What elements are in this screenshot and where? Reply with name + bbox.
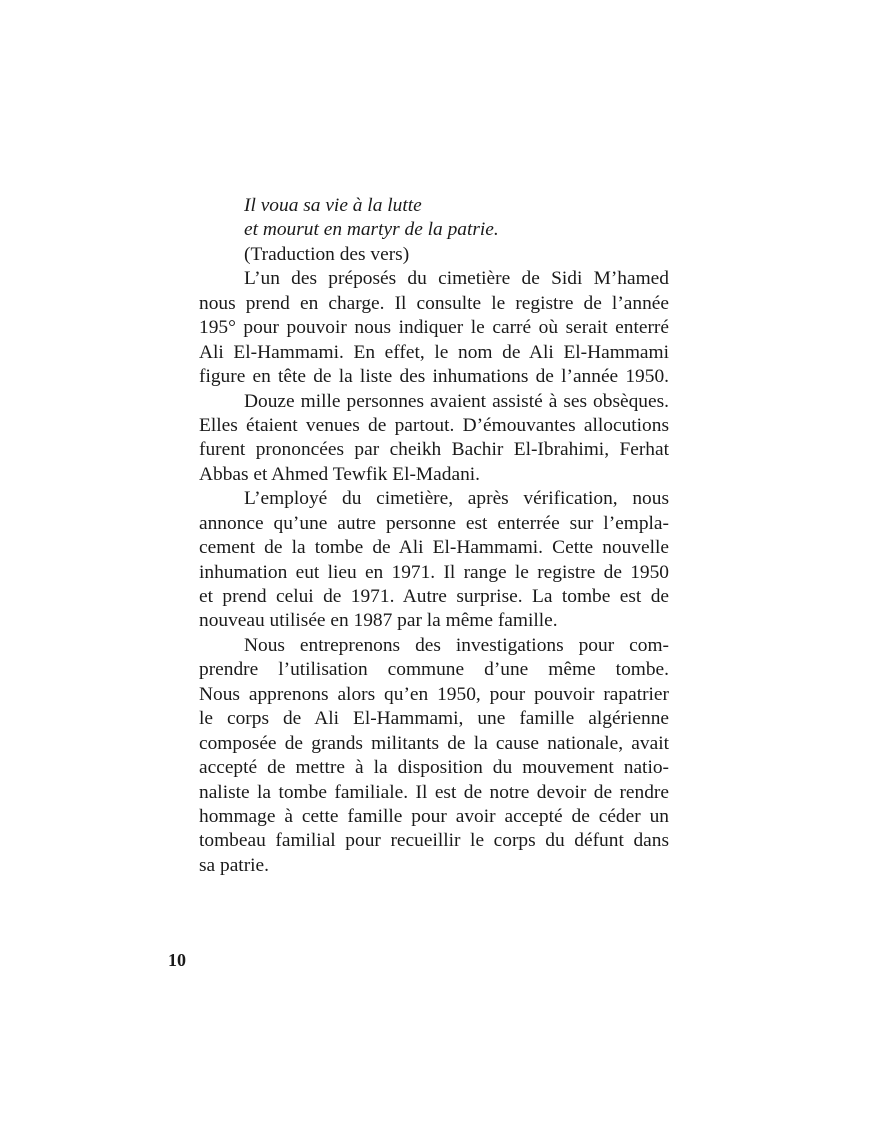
paragraph-line: nous prend en charge. Il consulte le registre de l’année [199,292,669,314]
paragraph-line: tombeau familial pour recueillir le corps du défunt dans [199,830,669,852]
page-number: 10 [168,950,186,970]
paragraph-line: furent prononcées par cheikh Bachir El-Ibrahimi, Ferhat [199,439,669,461]
paragraph-line: annonce qu’une autre personne est enterrée sur l’empla- [199,512,669,534]
paragraph-line: Abbas et Ahmed Tewfik El-Madani. [199,463,481,485]
body-text [199,194,669,878]
paragraph-line: hommage à cette famille pour avoir accepté de céder un [199,805,669,827]
paragraph-line: Elles étaient venues de partout. D’émouvantes allocutions [199,414,669,436]
paragraph-line: prendre l’utilisation commune d’une même tombe. [199,659,669,681]
paragraph-line: figure en tête de la liste des inhumations de l’année 1950. [199,366,669,388]
paragraph-line: 195° pour pouvoir nous indiquer le carré où serait enterré [199,317,669,339]
paragraph-line: nouveau utilisée en 1987 par la même famille. [199,610,558,632]
paragraph-line: cement de la tombe de Ali El-Hammami. Cette nouvelle [199,537,669,559]
paragraph-line: Nous apprenons alors qu’en 1950, pour pouvoir rapatrier [199,683,669,705]
paragraph-line: Nous entreprenons des investigations pour com- [244,634,669,656]
verse-caption: (Traduction des vers) [244,243,410,265]
paragraph-line: composée de grands militants de la cause nationale, avait [199,732,669,754]
verse-line: Il voua sa vie à la lutte [244,195,422,216]
paragraph-line: Ali El-Hammami. En effet, le nom de Ali El-Hammami [199,341,669,363]
paragraph-line: accepté de mettre à la disposition du mouvement natio- [199,757,669,779]
paragraph-line: sa patrie. [199,854,269,876]
paragraph-line: L’un des préposés du cimetière de Sidi M’hamed [244,268,669,290]
verse-line: et mourut en martyr de la patrie. [244,219,499,241]
paragraph-line: Douze mille personnes avaient assisté à ses obsèques. [244,390,669,412]
paragraph-line: naliste la tombe familiale. Il est de notre devoir de rendre [199,781,669,803]
paragraph-line: et prend celui de 1971. Autre surprise. La tombe est de [199,586,669,607]
paragraph-line: inhumation eut lieu en 1971. Il range le registre de 1950 [199,561,669,583]
paragraph-line: L’employé du cimetière, après vérification, nous [244,488,669,510]
paragraph-line: le corps de Ali El-Hammami, une famille algérienne [199,708,669,730]
